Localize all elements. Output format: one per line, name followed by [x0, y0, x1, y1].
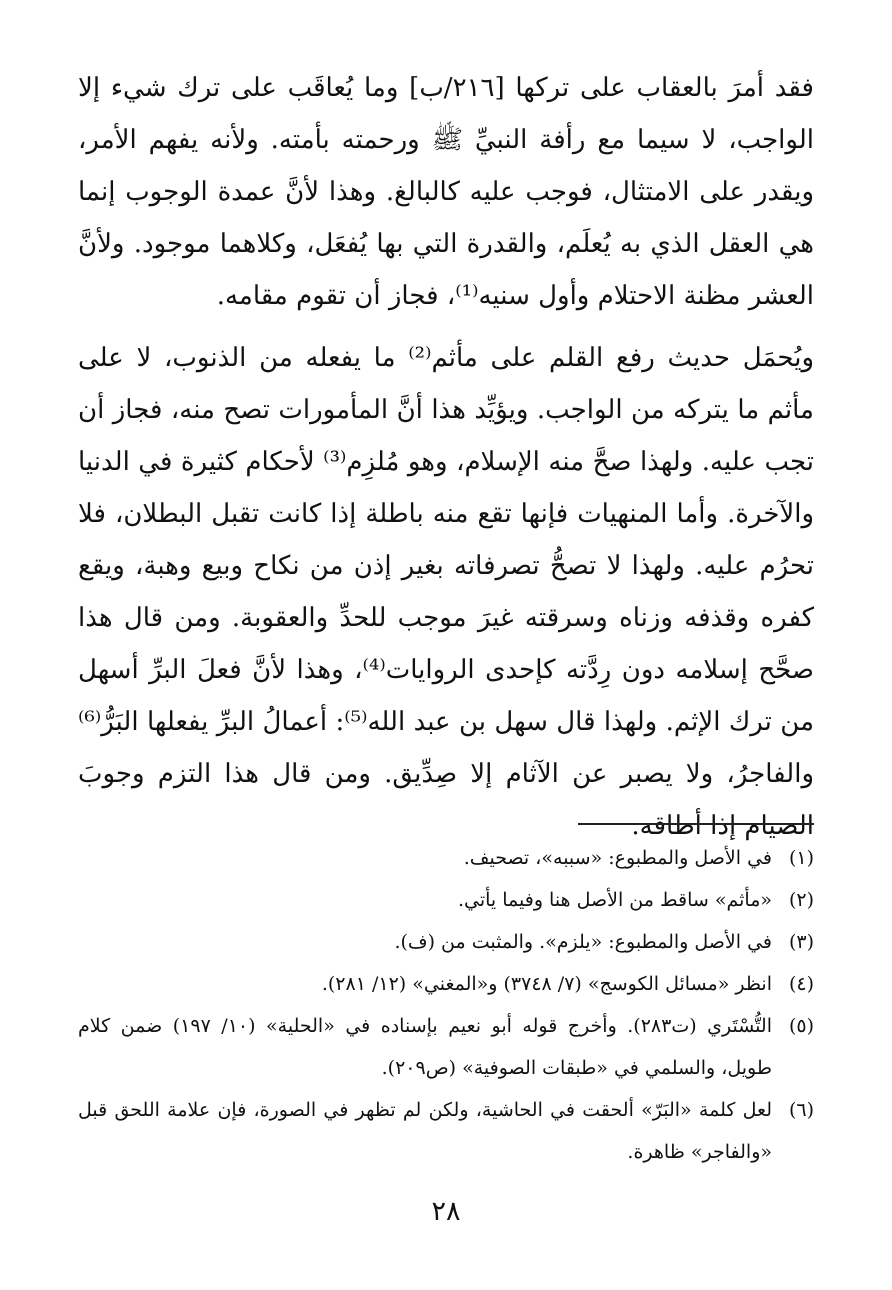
- footnote-4: [78, 963, 814, 1005]
- footnote-number: (٣): [788, 931, 814, 953]
- footnote-number: (١): [788, 847, 814, 869]
- footnote-number: (٤): [788, 973, 814, 995]
- footnote-5: [78, 1005, 814, 1089]
- footnote-number: (٥): [788, 1015, 814, 1037]
- footnote-number: (٢): [788, 889, 814, 911]
- page-number: ٢٨: [431, 1196, 461, 1227]
- footnote-separator: [578, 823, 814, 825]
- footnote-6: [78, 1089, 814, 1173]
- footnote-1: [78, 837, 814, 879]
- footnote-2: [78, 879, 814, 921]
- main-text: [78, 62, 814, 852]
- footnotes: [78, 837, 814, 1173]
- footnote-text: في الأصل والمطبوع: «سببه»، تصحيف.: [463, 847, 772, 869]
- footnote-text: لعل كلمة «البَرّ» ألحقت في الحاشية، ولكن لم تظهر في الصورة، فإن علامة اللحق قبل «والفاجر» ظاهرة.: [78, 1099, 772, 1163]
- paragraph-1: فقد أمرَ بالعقاب على تركها [٢١٦/ب] وما يُعاقَب على ترك شيء إلا الواجب، لا سيما مع رأفة النبيِّ ﷺ ورحمته بأمته. ولأنه يفهم الأمر، ويقدر على الامتثال، فوجب عليه كالبالغ. وهذا لأنَّ عمدة الوجوب إنما هي العقل الذي به يُعلَم، والقدرة التي بها يُفعَل، وكلاهما موجود. ولأنَّ العشر مظنة الاحتلام وأول سنيه⁽¹⁾، فجاز أن تقوم مقامه.: [78, 73, 814, 311]
- footnote-number: (٦): [788, 1099, 814, 1121]
- footnote-text: في الأصل والمطبوع: «يلزم». والمثبت من (ف).: [394, 931, 772, 953]
- footnote-text: التُّسْتَري (ت٢٨٣). وأخرج قوله أبو نعيم بإسناده في «الحلية» (١٠/ ١٩٧) ضمن كلام طويل، والسلمي في «طبقات الصوفية» (ص٢٠٩).: [78, 1015, 772, 1079]
- footnote-3: [78, 921, 814, 963]
- footnote-text: «مأثم» ساقط من الأصل هنا وفيما يأتي.: [457, 889, 772, 911]
- footnote-text: انظر «مسائل الكوسج» (٧/ ٣٧٤٨) و«المغني» (١٢/ ٢٨١).: [321, 973, 772, 995]
- paragraph-2: ويُحمَل حديث رفع القلم على مأثم⁽²⁾ ما يفعله من الذنوب، لا على مأثم ما يتركه من الواجب. ويؤيِّد هذا أنَّ المأمورات تصح منه، فجاز أن تجب عليه. ولهذا صحَّ منه الإسلام، وهو مُلزِم⁽³⁾ لأحكام كثيرة في الدنيا والآخرة. وأما المنهيات فإنها تقع منه باطلة إذا كانت تقبل البطلان، فلا تحرُم عليه. ولهذا لا تصحُّ تصرفاته بغير إذن من نكاح وبيع وهبة، ويقع كفره وقذفه وزناه وسرقته غيرَ موجب للحدِّ والعقوبة. ومن قال هذا صحَّح إسلامه دون رِدَّته كإحدى الروايات⁽⁴⁾، وهذا لأنَّ فعلَ البرِّ أسهل من ترك الإثم. ولهذا قال سهل بن عبد الله⁽⁵⁾: أعمالُ البرِّ يفعلها البَرُّ⁽⁶⁾ والفاجرُ، ولا يصبر عن الآثام إلا صِدِّيق. ومن قال هذا التزم وجوبَ الصيام إذا أطاقه.: [78, 343, 814, 841]
